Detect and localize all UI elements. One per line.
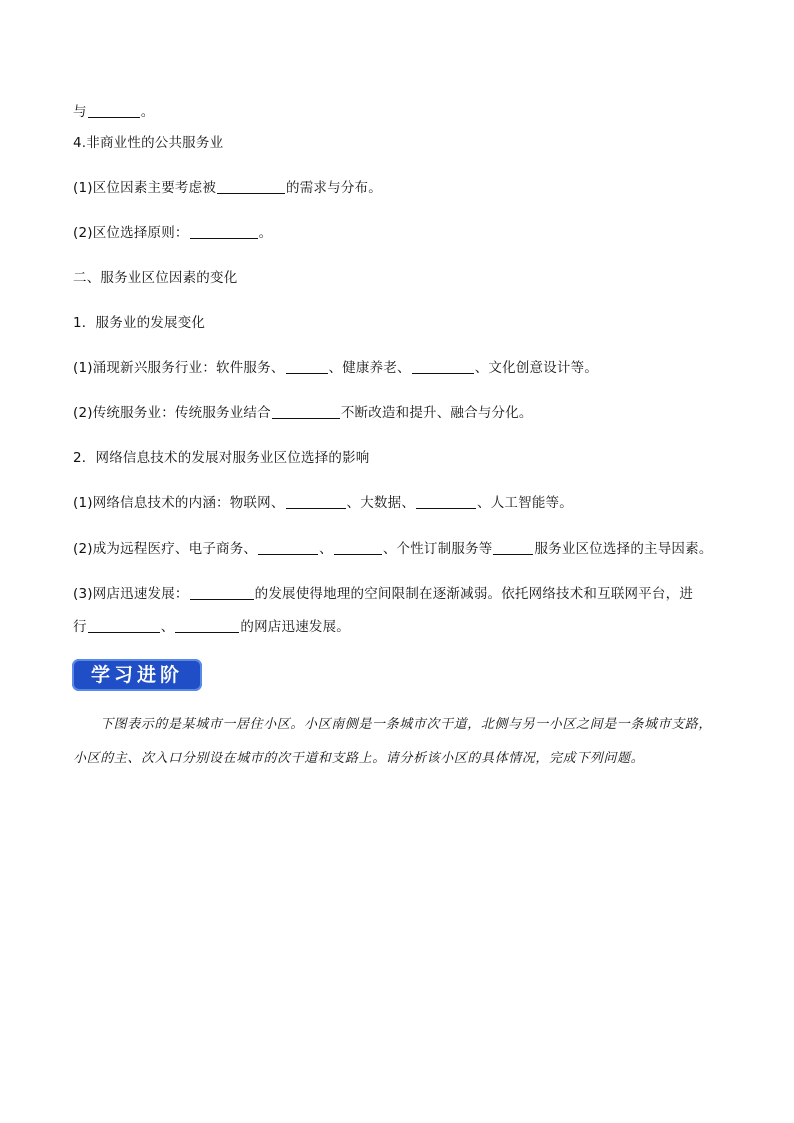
answer-blank[interactable] [217, 179, 285, 194]
answer-blank[interactable] [258, 540, 318, 555]
answer-blank[interactable] [88, 618, 160, 633]
line-text: 的网店迅速发展。 [240, 619, 351, 635]
text-line-4 [73, 223, 272, 243]
answer-blank[interactable] [190, 224, 258, 239]
line-text: (2)成为远程医疗、电子商务、 [73, 541, 258, 557]
text-line-1 [73, 102, 154, 122]
answer-blank[interactable] [286, 359, 328, 374]
subsection-heading: 2．网络信息技术的发展对服务业区位选择的影响 [73, 450, 370, 466]
section-heading: 二、服务业区位因素的变化 [73, 270, 238, 286]
line-text: 、健康养老、 [328, 360, 411, 376]
study-advance-badge [72, 659, 202, 691]
answer-blank[interactable] [175, 618, 239, 633]
line-text: (2)区位选择原则： [73, 225, 189, 241]
line-text: 。 [258, 225, 273, 241]
line-text: 、 [160, 619, 175, 635]
text-line-10 [73, 493, 573, 513]
answer-blank[interactable] [272, 404, 340, 419]
text-line-6 [73, 313, 205, 333]
line-text: 、 [319, 541, 333, 557]
line-text: (3)网店迅速发展： [73, 586, 189, 602]
line-text: (1)涌现新兴服务行业：软件服务、 [73, 360, 285, 376]
answer-blank[interactable] [286, 494, 346, 509]
line-text: 不断改造和提升、融合与分化。 [340, 405, 533, 421]
subsection-heading: 4.非商业性的公共服务业 [73, 135, 224, 151]
line-text: 、个性订制服务等 [382, 541, 493, 557]
text-line-2 [73, 133, 223, 153]
answer-blank[interactable] [190, 585, 254, 600]
line-text: 与 [73, 104, 87, 120]
line-text: (1)网络信息技术的内涵：物联网、 [73, 495, 285, 511]
line-text: 、人工智能等。 [477, 495, 573, 511]
line-text: 、文化创意设计等。 [474, 360, 599, 376]
text-line-11 [73, 539, 713, 559]
line-text: 。 [140, 104, 155, 120]
answer-blank[interactable] [493, 540, 533, 555]
text-line-7 [73, 358, 598, 378]
answer-blank[interactable] [416, 494, 476, 509]
text-line-12 [73, 584, 693, 604]
line-text: 的发展使得地理的空间限制在逐渐减弱。依托网络技术和互联网平台，进 [254, 586, 694, 602]
subsection-heading: 1．服务业的发展变化 [73, 315, 206, 331]
answer-blank[interactable] [334, 540, 382, 555]
badge-label: 学习进阶 [90, 664, 183, 686]
line-text: 的需求与分布。 [286, 180, 382, 196]
line-text: (2)传统服务业：传统服务业结合 [73, 405, 271, 421]
line-text: 、大数据、 [346, 495, 416, 511]
line-text: 行 [73, 619, 87, 635]
text-line-3 [73, 178, 382, 198]
text-line-9 [73, 448, 370, 468]
line-text: 服务业区位选择的主导因素。 [534, 541, 713, 557]
answer-blank[interactable] [88, 103, 140, 118]
line-text: (1)区位因素主要考虑被 [73, 180, 217, 196]
text-line-5 [73, 268, 237, 288]
answer-blank[interactable] [412, 359, 474, 374]
text-line-8 [73, 403, 533, 423]
text-line-13 [73, 617, 350, 637]
question-paragraph: 下图表示的是某城市一居住小区。小区南侧是一条城市次干道，北侧与另一小区之间是一条城市支路，小区的主、次入口分别设在城市的次干道和支路上。请分析该小区的具体情况，完成下列问题。 [73, 717, 713, 766]
